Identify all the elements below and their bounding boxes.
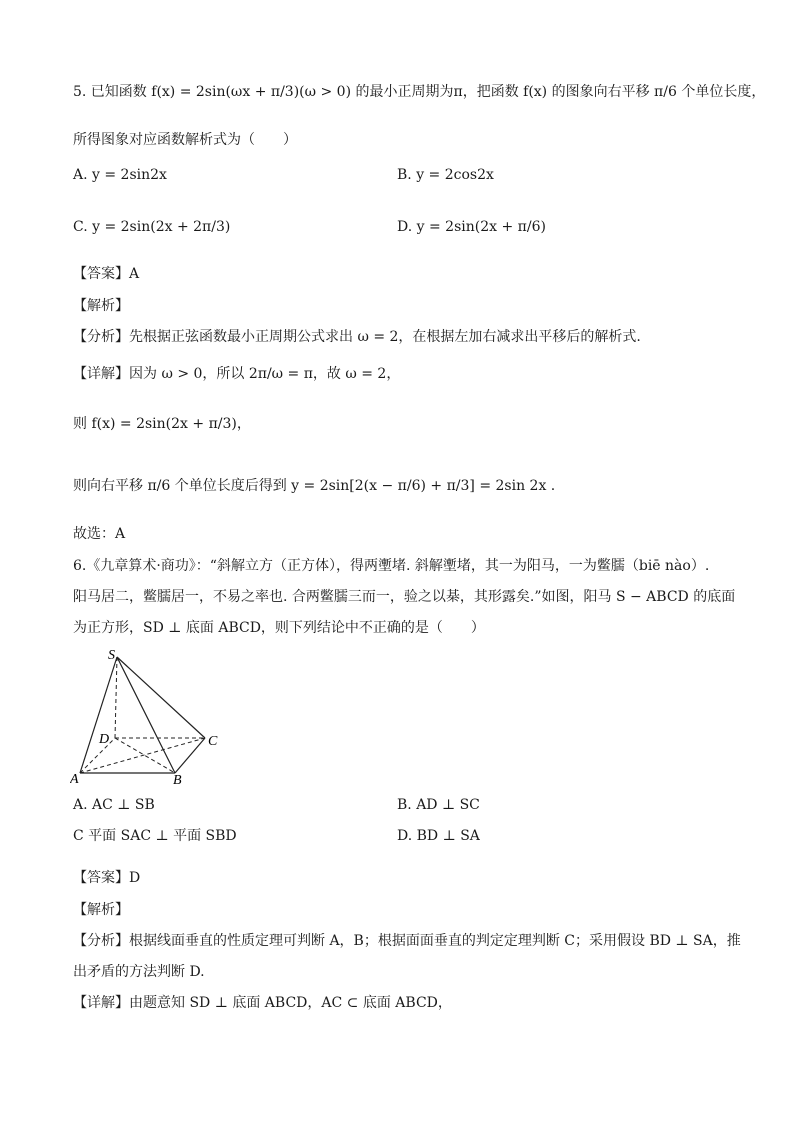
q6-stem-line2: 阳马居二，鳖臑居一，不易之率也. 合两鳖臑三而一，验之以棊，其形露矣.”如图，阳马 S − ABCD 的底面 [73,589,736,605]
q5-option-c: C. y = 2sin(2x + 2π/3) [73,219,231,235]
edge-sc [117,657,205,738]
q6-fenxi-line1: 【分析】根据线面垂直的性质定理可判断 A，B；根据面面垂直的判定定理判断 C；采用假设 BD ⊥ SA，推 [73,933,741,949]
label-c: C [208,734,218,749]
q5-stem-line2: 所得图象对应函数解析式为（ ） [73,132,297,148]
q6-answer: 【答案】D [73,870,141,886]
label-d: D [99,732,110,747]
q6-stem-line1: 6.《九章算术·商功》：“斜解立方（正方体），得两壍堵. 斜解壍堵，其一为阳马，一为鳖臑（biē nào）. [73,558,710,574]
q5-option-b: B. y = 2cos2x [397,167,494,183]
q5-answer: 【答案】A [73,266,140,282]
q5-choice: 故选：A [73,526,126,542]
q5-detail2: 则 f(x) = 2sin(2x + π/3)， [73,416,251,432]
q6-option-d: D. BD ⊥ SA [397,828,480,844]
q5-detail3: 则向右平移 π/6 个单位长度后得到 y = 2sin[2(x − π/6) + π/3] = 2sin 2x . [73,478,556,494]
q6-detail1: 【详解】由题意知 SD ⊥ 底面 ABCD，AC ⊂ 底面 ABCD， [73,995,452,1011]
q6-option-b: B. AD ⊥ SC [397,797,480,813]
q5-option-a: A. y = 2sin2x [73,167,167,183]
q6-stem-line3: 为正方形，SD ⊥ 底面 ABCD，则下列结论中不正确的是（ ） [73,620,485,636]
edge-sa [80,657,117,773]
q6-analysis-header: 【解析】 [73,902,129,918]
q5-detail1: 【详解】因为 ω > 0，所以 2π/ω = π，故 ω = 2， [73,366,401,382]
edge-bc [175,738,205,773]
q6-option-a: A. AC ⊥ SB [73,797,155,813]
edge-sd [115,657,117,738]
label-b: B [173,773,182,785]
q5-option-d: D. y = 2sin(2x + π/6) [397,219,546,235]
q6-option-c: C 平面 SAC ⊥ 平面 SBD [73,828,237,844]
q5-stem-line1: 5. 已知函数 f(x) = 2sin(ωx + π/3)(ω > 0) 的最小正周期为π，把函数 f(x) 的图象向右平移 π/6 个单位长度， [73,84,766,100]
label-s: S [108,648,115,663]
pyramid-figure [70,645,230,785]
label-a: A [70,772,79,785]
q6-fenxi-line2: 出矛盾的方法判断 D. [73,964,205,980]
q5-analysis-header: 【解析】 [73,298,129,314]
q5-fenxi: 【分析】先根据正弦函数最小正周期公式求出 ω = 2，在根据左加右减求出平移后的解析式. [73,329,641,345]
